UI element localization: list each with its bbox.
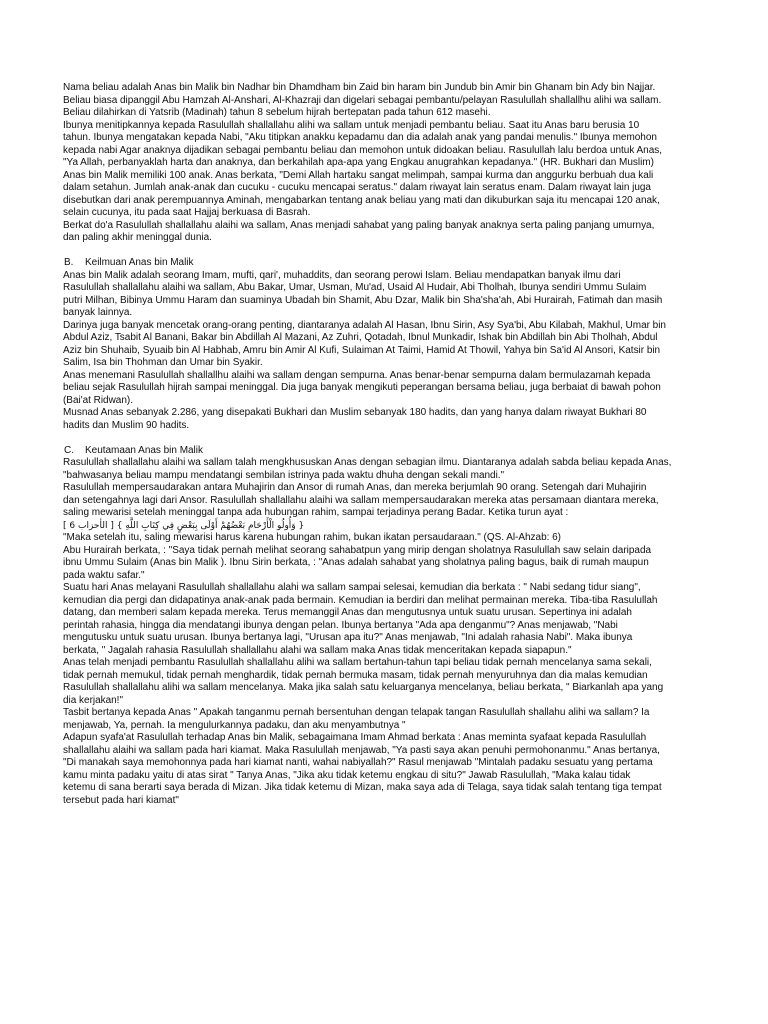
text-line: Anas bin Malik memiliki 100 anak. Anas berkata, "Demi Allah hartaku sangat melimpah, sampai kurma dan anggurku berbuah dua kali — [63, 169, 654, 181]
text-line: Rasulullah shallallahu alihi wa sallam mencelanya. Maka jika salah satu keluarganya mencelanya, beliau berkata, " Biarkanlah apa yang — [63, 682, 664, 693]
text-line: Suatu hari Anas melayani Rasulullah shallallahu alahi wa sallam sampai selesai, kemudian dia berkata : " Nabi sedang tidur siang", — [63, 582, 641, 593]
text-line: Anas menemani Rasulullah shallallhu alaihi wa sallam dengan sempurna. Anas benar-benar sempurna dalam bermulazamah kepada — [63, 369, 651, 381]
text-line: ketemu di sana berarti saya berada di Mizan. Jika tidak ketemu di Mizan, maka saya ada di Telaga, saya tidak salah tentang tiga tempat — [63, 782, 662, 793]
text-line: banyak lainnya. — [63, 307, 133, 318]
text-line: "bahwasanya beliau mampu mendatangi sembilan istrinya pada waktu dhuha dengan sekali mandi." — [63, 469, 505, 481]
text-line: putri Milhan, Bibinya Ummu Haram dan suaminya Ubadah bin Shamit, Abu Dzar, Malik bin Sha'sha'ah, Abi Hurairah, Fatimah dan masih — [63, 294, 663, 306]
text-line: Rasulullah shallallahu alaihi wa sallam talah mengkhususkan Anas dengan sebagian ilmu. Diantaranya adalah sabda beliau kepada Anas, — [63, 457, 672, 468]
text-line: Beliau dilahirkan di Yatsrib (Madinah) tahun 8 sebelum hijrah bertepatan pada tahun 612 masehi. — [63, 107, 491, 118]
section-b — [63, 257, 712, 432]
text-line: hadits dan Muslim 90 hadits. — [63, 419, 190, 431]
text-line: Salim, Isa bin Thohman dan Umar bin Syakir. — [63, 357, 263, 368]
text-line: tahun. Ibunya mengatakan kepada Nabi, "Aku titipkan anakku kepadamu dan dia adalah anak yang pandai menulis." Ibunya memohon — [63, 132, 657, 143]
text-line: dan paling akhir meninggal dunia. — [63, 232, 212, 243]
section-title: Keutamaan Anas bin Malik — [85, 444, 203, 456]
text-line: Aziz bin Shuhaib, Syuaib bin Al Habhab, Amru bin Amir Al Kufi, Sulaiman At Taimi, Hamid At Thowil, Yahya bin Sa'id Al Ansori, Katsir bin — [63, 344, 661, 356]
text-line: kepada nabi Agar anaknya dijadikan sebagai pembantu beliau dan memohon untuk didoakan beliau. Rasulullah lalu berdoa untuk Anas, — [63, 144, 662, 156]
paragraph-gap — [63, 245, 712, 258]
text-line: tersebut pada hari kiamat" — [63, 794, 179, 806]
section-c — [63, 445, 712, 808]
text-line: berkata, " Jagalah rahasia Rasulullah shallallahu alahi wa sallam maka Anas tidak menceritakan kepada siapapun." — [63, 644, 572, 656]
text-line: beliau sejak Rasulullah hijrah sampai meninggal. Dia juga banyak mengikuti peperangan bersama beliau, juga berbaiat di bawah pohon — [63, 382, 661, 393]
text-line: ibnu Ummu Sulaim (Anas bin Malik ). Ibnu Sirin berkata, : "Anas adalah sahabat yang sholatnya paling bagus, baik di rumah maupun — [63, 557, 649, 568]
text-line: (Bai'at Ridwan). — [63, 394, 133, 406]
text-line: Musnad Anas sebanyak 2.286, yang disepakati Bukhari dan Muslim sebanyak 180 hadits, dan yang hanya dalam riwayat Bukhari 80 — [63, 407, 647, 418]
text-line: Tasbit bertanya kepada Anas " Apakah tanganmu pernah bersentuhan dengan telapak tangan Rasulullah shallahu alihi wa sallam? Ia — [63, 707, 650, 718]
text-line: "Maka setelah itu, saling mewarisi harus karena hubungan rahim, bukan ikatan persaudaraan." (QS. Al-Ahzab: 6) — [63, 532, 561, 543]
text-line: Beliau biasa dipanggil Abu Hamzah Al-Anshari, Al-Khazraji dan digelari sebagai pembantu/pelayan Rasulullah shallallhu alihi wa sallam. — [63, 94, 662, 106]
text-line: kamu minta padaku yaitu di atas sirat " Tanya Anas, "Jika aku tidak ketemu engkau di situ?" Jawab Rasulullah, "Maka kalau tidak — [63, 769, 631, 781]
text-line: kemudian dia pergi dan didapatinya anak-anak pada bermain. Kemudian ia berdiri dan melihat permainan mereka. Tiba-tiba Rasulullah — [63, 594, 658, 606]
text-line: Rasulullah mempersaudarakan antara Muhajirin dan Ansor di rumah Anas, dan mereka berjumlah 90 orang. Setengah dari Muhajirin — [63, 482, 647, 493]
text-line: Ibunya menitipkannya kepada Rasulullah shallallahu alihi wa sallam untuk menjadi pembantu beliau. Saat itu Anas baru berusia 10 — [63, 119, 640, 131]
text-line: pada waktu safar." — [63, 569, 145, 581]
paragraph-gap — [63, 432, 712, 445]
text-line: selain cucunya, itu pada saat Hajjaj berkuasa di Basrah. — [63, 207, 311, 218]
text-line: "Di manakah saya memohonnya pada hari kiamat nanti, wahai nabiyallah?" Rasul menjawab "Mintalah padaku sesuatu yang pertama — [63, 757, 653, 768]
text-line: Adapun syafa'at Rasulullah terhadap Anas bin Malik, sebagaimana Imam Ahmad berkata : Anas meminta syafaat kepada Rasulullah — [63, 732, 647, 743]
section-heading — [63, 445, 712, 458]
section-letter: C. — [64, 444, 74, 456]
text-line: menjawab, Ya, pernah. Ia mengulurkannya padaku, dan aku menyambutnya " — [63, 719, 406, 731]
text-line: Nama beliau adalah Anas bin Malik bin Nadhar bin Dhamdham bin Zaid bin haram bin Jundub bin Amir bin Ghanam bin Ady bin Najjar. — [63, 82, 656, 93]
text-line: shallallahu alaihi wa sallam pada hari kiamat. Maka Rasulullah menjawab, "Ya pasti saya akan penuhi permohonanmu." Anas bertanya, — [63, 744, 660, 756]
text-line: Rasulullah shallallahu alaihi wa sallam, Abu Bakar, Umar, Usman, Mu'ad, Usaid Al Hudair, Abi Tholhah, Ibunya sendiri Ummu Sulaim — [63, 282, 647, 293]
text-line: datang, dan memberi salam kepada mereka. Terus memanggil Anas dan mengutusnya untuk suatu urusan. Sepertinya ini adalah — [63, 607, 632, 618]
text-line: Darinya juga banyak mencetak orang-orang penting, diantaranya adalah Al Hasan, Ibnu Sirin, Asy Sya'bi, Abu Kilabah, Makhul, Umar bin — [63, 319, 666, 331]
text-line: tidak pernah memukul, tidak pernah menghardik, tidak pernah bermuka masam, tidak pernah menyuruhnya dan dia malas kemudian — [63, 669, 648, 681]
text-line: Abdul Aziz, Tsabit Al Banani, Bakar bin Abdillah Al Mazani, Az Zuhri, Qotadah, Ibnul Munkadir, Ishak bin Abdillah bin Abi Tholhah, Abdul — [63, 332, 658, 343]
section-a — [63, 82, 712, 245]
text-line: perintah rahasia, hingga dia mendatangi ibunya dengan pelan. Ibunya bertanya "Ada apa denganmu"? Anas menjawab, "Nabi — [63, 619, 618, 631]
text-line: Anas telah menjadi pembantu Rasulullah shallallahu alihi wa sallam bertahun-tahun tapi beliau tidak pernah mencelanya sama sekali, — [63, 657, 652, 668]
section-title: Keilmuan Anas bin Malik — [85, 257, 194, 268]
quran-verse-line: { وَأُولُو الْأَرْحَامِ بَعْضُهُمْ أَوْلَى بِبَعْضٍ فِي كِتَابِ اللَّهِ } [ الأحزاب 6 ] — [63, 520, 305, 531]
text-line: mengutusku untuk suatu urusan. Ibunya bertanya lagi, "Urusan apa itu?" Anas menjawab, "Ini adalah rahasia Nabi". Maka ibunya — [63, 632, 633, 643]
text-line: dia kerjakan!" — [63, 694, 123, 706]
text-line: dalam setahun. Jumlah anak-anak dan cucuku - cucuku mencapai seratus." dalam riwayat lain seratus enam. Dalam riwayat lain juga — [63, 182, 651, 193]
text-line: disebutkan dari anak perempuannya Aminah, mengabarkan tentang anak beliau yang mati dan dikuburkan saja itu mencapai 120 anak, — [63, 194, 660, 206]
text-line: saling mewarisi setelah meninggal tanpa ada hubungan rahim, sampai terjadinya perang Badar. Ketika turun ayat : — [63, 507, 569, 518]
text-line: Abu Hurairah berkata, : "Saya tidak pernah melihat seorang sahabatpun yang mirip dengan sholatnya Rasulullah saw selain daripada — [63, 544, 652, 556]
text-line: dan setengahnya lagi dari Ansor. Rasulullah shallallahu alaihi wa sallam mempersaudarakan mereka atas persamaan diantara mereka, — [63, 494, 659, 506]
text-line: "Ya Allah, perbanyaklah harta dan anaknya, dan berkahilah apa-apa yang Engkau anugrahkan kepadanya." (HR. Bukhari dan Muslim) — [63, 157, 654, 168]
section-letter: B. — [64, 257, 74, 268]
section-heading — [63, 257, 712, 270]
text-line: Anas bin Malik adalah seorang Imam, mufti, qari', muhaddits, dan seorang perowi Islam. Beliau mendapatkan banyak ilmu dari — [63, 269, 621, 281]
text-line: Berkat do'a Rasulullah shallallahu alaihi wa sallam, Anas menjadi sahabat yang paling banyak anaknya serta paling panjang umurnya, — [63, 219, 655, 231]
